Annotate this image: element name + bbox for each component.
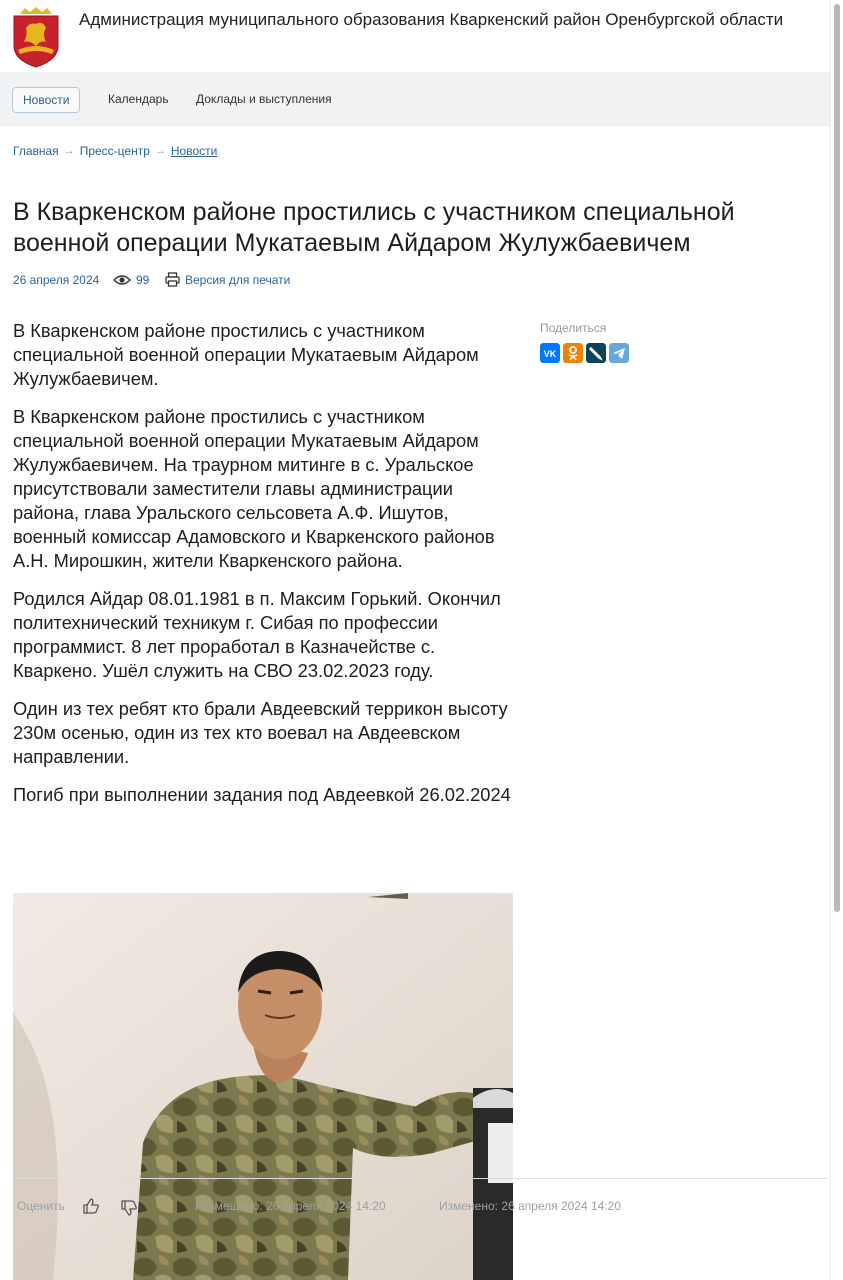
- share-label: Поделиться: [540, 321, 607, 335]
- view-count: 99: [136, 273, 150, 287]
- rate-label: Оценить: [17, 1199, 65, 1213]
- article-paragraph: В Кваркенском районе простились с участником специальной военной операции Мукатаевым Айдаром Жулужбаевичем. На траурном митинге в с. Уральское присутствовали заместители главы администрации района, глава Уральского сельсовета А.Ф. Ишутов, военный комиссар Адамовского и Кваркенского районов А.Н. Мирошкин, жители Кваркенского района.: [13, 406, 495, 571]
- breadcrumb-home[interactable]: Главная: [13, 143, 59, 158]
- article-paragraph: В Кваркенском районе простились с участником специальной военной операции Мукатаевым Айдаром Жулужбаевичем.: [13, 320, 479, 389]
- article-paragraph: Родился Айдар 08.01.1981 в п. Максим Горький. Окончил политехнический техникум г. Сибая по профессии программист. 8 лет проработал в Казначействе с. Кваркено. Ушёл служить на СВО 23.02.2023 году.: [13, 588, 501, 681]
- livejournal-share-button[interactable]: [586, 343, 606, 363]
- nav-item-news[interactable]: Новости: [12, 87, 80, 113]
- vk-share-button[interactable]: [540, 343, 560, 363]
- breadcrumb-separator: →: [63, 144, 75, 157]
- breadcrumb-news[interactable]: Новости: [170, 143, 218, 158]
- ok-share-button[interactable]: [563, 343, 583, 363]
- eye-icon: [113, 272, 131, 288]
- article-date: 26 апреля 2024: [13, 273, 100, 287]
- article-body: [13, 319, 513, 821]
- thumbs-up-icon[interactable]: [82, 1197, 100, 1215]
- nav-item-reports[interactable]: Доклады и выступления: [196, 92, 332, 106]
- svg-text:VK: VK: [543, 349, 557, 359]
- posted-date: Размещено: 26 апреля 2024 14:20: [195, 1199, 386, 1213]
- article-paragraph: Один из тех ребят кто брали Авдеевский террикон высоту 230м осенью, один из тех кто воевал на Авдеевском направлении.: [13, 698, 508, 767]
- printer-icon[interactable]: [165, 272, 180, 287]
- print-version-link[interactable]: Версия для печати: [185, 273, 291, 287]
- page-title: В Кваркенском районе простились с участником специальной военной операции Мукатаевым Айдаром Жулужбаевичем: [13, 198, 735, 257]
- article-paragraph: Погиб при выполнении задания под Авдеевкой 26.02.2024: [13, 784, 511, 805]
- scrollbar-thumb[interactable]: [834, 4, 840, 912]
- thumbs-down-icon[interactable]: [120, 1199, 138, 1217]
- changed-date: Изменено: 26 апреля 2024 14:20: [439, 1199, 622, 1213]
- footer-divider: [13, 1178, 827, 1179]
- scrollbar[interactable]: [830, 0, 843, 1280]
- site-header: [0, 0, 830, 72]
- breadcrumb-separator: →: [154, 144, 166, 157]
- breadcrumb: [13, 143, 217, 158]
- main-nav: [0, 72, 830, 126]
- breadcrumb-press-center[interactable]: Пресс-центр: [79, 143, 150, 158]
- site-title[interactable]: Администрация муниципального образования Кваркенский район Оренбургской области: [79, 10, 784, 29]
- nav-item-calendar[interactable]: Календарь: [108, 92, 169, 106]
- article-photo[interactable]: [13, 893, 513, 1280]
- coat-of-arms-icon[interactable]: [12, 6, 60, 68]
- telegram-share-button[interactable]: [609, 343, 629, 363]
